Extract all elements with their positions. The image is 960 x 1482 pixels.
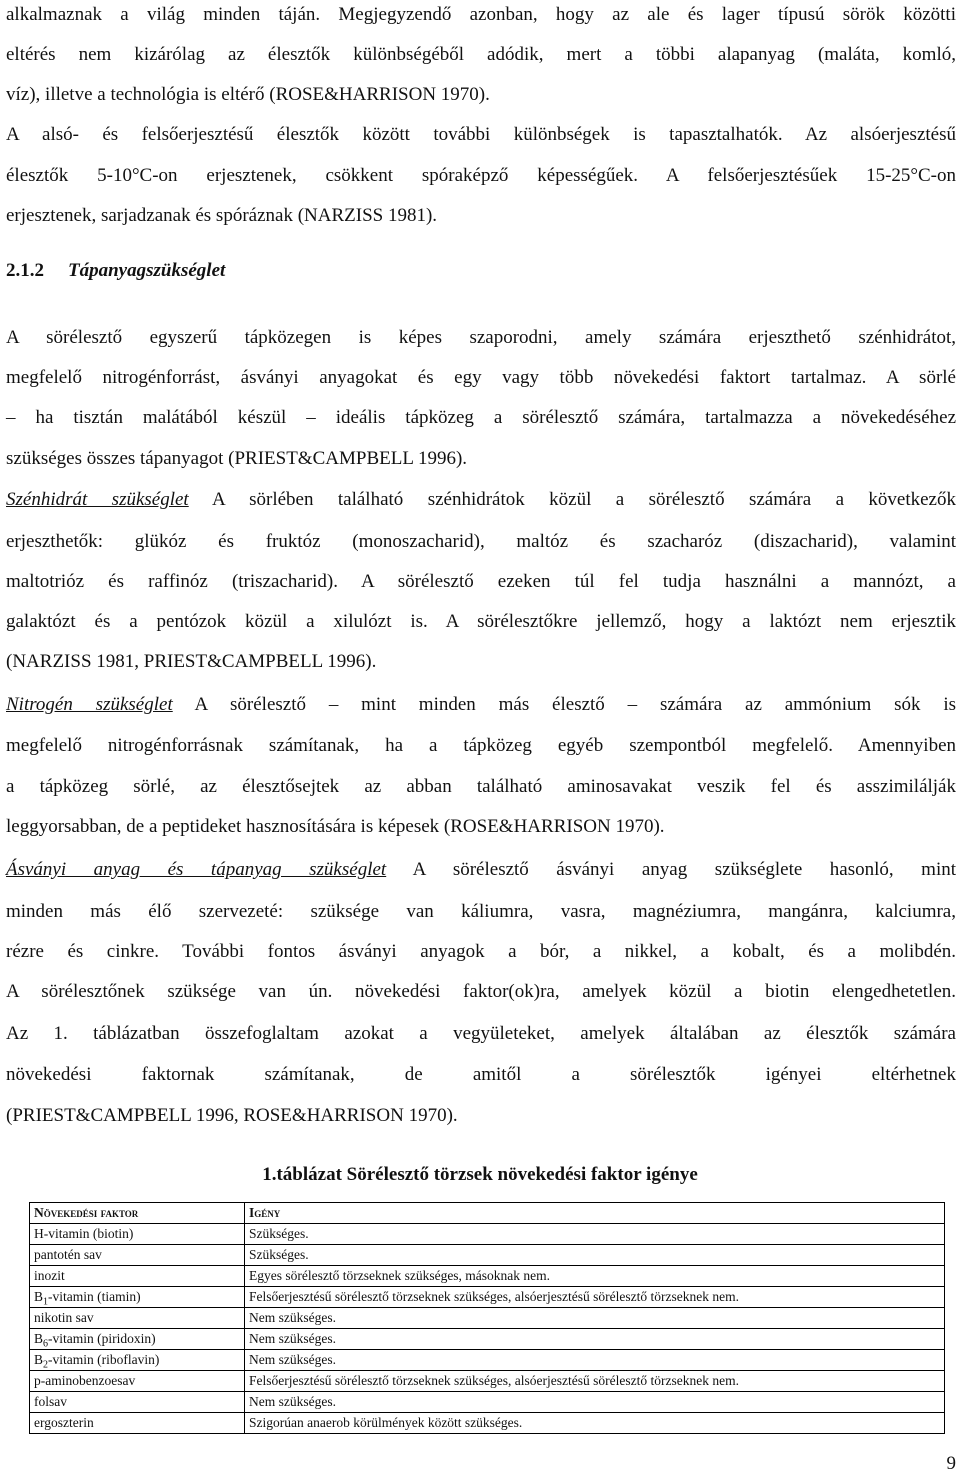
table-caption: 1.táblázat Sörélesztő törzsek növekedési faktor igénye <box>262 1164 698 1185</box>
table-row <box>30 1245 945 1266</box>
table-row <box>30 1413 945 1434</box>
paragraph-5-line-1-text: A sörélesztő – mint minden más élesztő – számára az ammónium sók is <box>172 694 956 715</box>
need-cell: Szükséges. <box>245 1245 945 1266</box>
factor-cell <box>30 1350 245 1371</box>
paragraph-6-line-7: (PRIEST&CAMPBELL 1996, ROSE&HARRISON 1970). <box>6 1105 458 1126</box>
table-row <box>30 1308 945 1329</box>
paragraph-5-line-3: a tápközeg sörlé, az élesztősejtek az abban található aminosavakat veszik fel és asszimilálják <box>6 776 956 797</box>
table-row <box>30 1371 945 1392</box>
need-cell: Nem szükséges. <box>245 1350 945 1371</box>
need-cell: Egyes sörélesztő törzseknek szükséges, másoknak nem. <box>245 1266 945 1287</box>
paragraph-2-line-3: erjesztenek, sarjadzanak és spóráznak (NARZISS 1981). <box>6 205 438 226</box>
paragraph-1-line-1: alkalmaznak a világ minden táján. Megjegyzendő azonban, hogy az ale és lager típusú sörök közötti <box>6 4 956 25</box>
paragraph-3-line-2: megfelelő nitrogénforrást, ásványi anyagokat és egy vagy több növekedési faktort tartalmaz. A sörlé <box>6 367 956 388</box>
paragraph-4-line-5: (NARZISS 1981, PRIEST&CAMPBELL 1996). <box>6 651 377 672</box>
factor-subscript: 6 <box>43 1338 49 1350</box>
growth-factor-table <box>29 1202 945 1434</box>
factor-subscript: 1 <box>43 1296 49 1308</box>
need-cell: Felsőerjesztésű sörélesztő törzseknek szükséges, alsóerjesztésű sörélesztő törzseknek nem. <box>245 1287 945 1308</box>
page-number: 9 <box>946 1453 956 1474</box>
paragraph-1-line-3: víz), illetve a technológia is eltérő (ROSE&HARRISON 1970). <box>6 84 490 105</box>
table-row <box>30 1287 945 1308</box>
factor-suffix: -vitamin (tiamin) <box>48 1289 141 1304</box>
factor-cell: folsav <box>30 1392 245 1413</box>
table-row <box>30 1329 945 1350</box>
paragraph-5-line-4: leggyorsabban, de a peptideket hasznosítására is képesek (ROSE&HARRISON 1970). <box>6 816 665 837</box>
factor-cell: inozit <box>30 1266 245 1287</box>
factor-cell <box>30 1329 245 1350</box>
nitrogen-need-label: Nitrogén szükséglet <box>6 694 173 715</box>
section-heading <box>6 259 956 283</box>
factor-cell: ergoszterin <box>30 1413 245 1434</box>
factor-subscript: 2 <box>43 1359 49 1371</box>
factor-suffix: -vitamin (riboflavin) <box>48 1352 160 1367</box>
paragraph-6-line-6: növekedési faktornak számítanak, de amitől a sörélesztők igényei eltérhetnek <box>6 1064 956 1085</box>
factor-cell: p-aminobenzoesav <box>30 1371 245 1392</box>
paragraph-3-line-1: A sörélesztő egyszerű tápközegen is képes szaporodni, amely számára erjeszthető szénhidrátot, <box>6 327 956 348</box>
table-header-row <box>30 1203 945 1224</box>
paragraph-5-line-2: megfelelő nitrogénforrásnak számítanak, ha a tápközeg egyéb szempontból megfelelő. Amennyiben <box>6 735 956 756</box>
section-number: 2.1.2 <box>6 260 44 281</box>
need-cell: Nem szükséges. <box>245 1308 945 1329</box>
paragraph-1-line-2: eltérés nem kizárólag az élesztők különbségéből adódik, mert a többi alapanyag (maláta, komló, <box>6 44 956 65</box>
need-cell: Nem szükséges. <box>245 1392 945 1413</box>
paragraph-6-line-4: A sörélesztőnek szüksége van ún. növekedési faktor(ok)ra, amelyek közül a biotin elengedhetetlen. <box>6 981 956 1002</box>
paragraph-6-line-1-text: A sörélesztő ásványi anyag szükséglete hasonló, mint <box>386 859 956 880</box>
factor-suffix: -vitamin (piridoxin) <box>48 1331 156 1346</box>
paragraph-6-line-5: Az 1. táblázatban összefoglaltam azokat a vegyületeket, amelyek általában az élesztők számára <box>6 1023 956 1044</box>
paragraph-4-line-4: galaktózt és a pentózok közül a xilulózt is. A sörélesztőkre jellemző, hogy a laktózt nem erjesztik <box>6 611 956 632</box>
paragraph-2-line-2: élesztők 5-10°C-on erjesztenek, csökkent spóraképző képességűek. A felsőerjesztésűek 15-25°C-on <box>6 165 956 186</box>
need-cell: Szükséges. <box>245 1224 945 1245</box>
paragraph-6-line-3: rézre és cinkre. További fontos ásványi anyagok a bór, a nikkel, a kobalt, és a molibdén. <box>6 941 956 962</box>
paragraph-5-line-1 <box>6 693 956 717</box>
factor-cell: H-vitamin (biotin) <box>30 1224 245 1245</box>
paragraph-3-line-3: – ha tisztán malátából készül – ideális tápközeg a sörélesztő számára, tartalmazza a növekedéséhez <box>6 407 956 428</box>
table-row <box>30 1350 945 1371</box>
paragraph-6-line-1 <box>6 858 956 882</box>
paragraph-6-line-2: minden más élő szervezeté: szüksége van káliumra, vasra, magnéziumra, mangánra, kalciumra, <box>6 901 956 922</box>
column-header-need: Igény <box>245 1203 945 1224</box>
paragraph-4-line-3: maltotrióz és raffinóz (triszacharid). A sörélesztő ezeken túl fel tudja használni a mannózt, a <box>6 571 956 592</box>
mineral-need-label: Ásványi anyag és tápanyag szükséglet <box>6 859 387 880</box>
table-row <box>30 1224 945 1245</box>
table-row <box>30 1392 945 1413</box>
factor-prefix: B <box>34 1331 44 1346</box>
paragraph-4-line-2: erjeszthetők: glükóz és fruktóz (monoszacharid), maltóz és szacharóz (diszacharid), valamint <box>6 531 956 552</box>
factor-prefix: B <box>34 1289 44 1304</box>
table-row <box>30 1266 945 1287</box>
paragraph-4-line-1 <box>6 488 956 512</box>
factor-cell <box>30 1287 245 1308</box>
need-cell: Felsőerjesztésű sörélesztő törzseknek szükséges, alsóerjesztésű sörélesztő törzseknek nem. <box>245 1371 945 1392</box>
factor-cell: pantotén sav <box>30 1245 245 1266</box>
carbohydrate-need-label: Szénhidrát szükséglet <box>6 489 189 510</box>
factor-cell: nikotin sav <box>30 1308 245 1329</box>
paragraph-3-line-4: szükséges összes tápanyagot (PRIEST&CAMPBELL 1996). <box>6 448 468 469</box>
section-title: Tápanyagszükséglet <box>68 260 226 281</box>
column-header-factor: Növekedési faktor <box>30 1203 245 1224</box>
factor-prefix: B <box>34 1352 44 1367</box>
paragraph-2-line-1: A alsó- és felsőerjesztésű élesztők között további különbségek is tapasztalhatók. Az alsóerjesztésű <box>6 124 956 145</box>
need-cell: Nem szükséges. <box>245 1329 945 1350</box>
need-cell: Szigorúan anaerob körülmények között szükséges. <box>245 1413 945 1434</box>
paragraph-4-line-1-text: A sörlében található szénhidrátok közül a sörélesztő számára a következők <box>188 489 956 510</box>
